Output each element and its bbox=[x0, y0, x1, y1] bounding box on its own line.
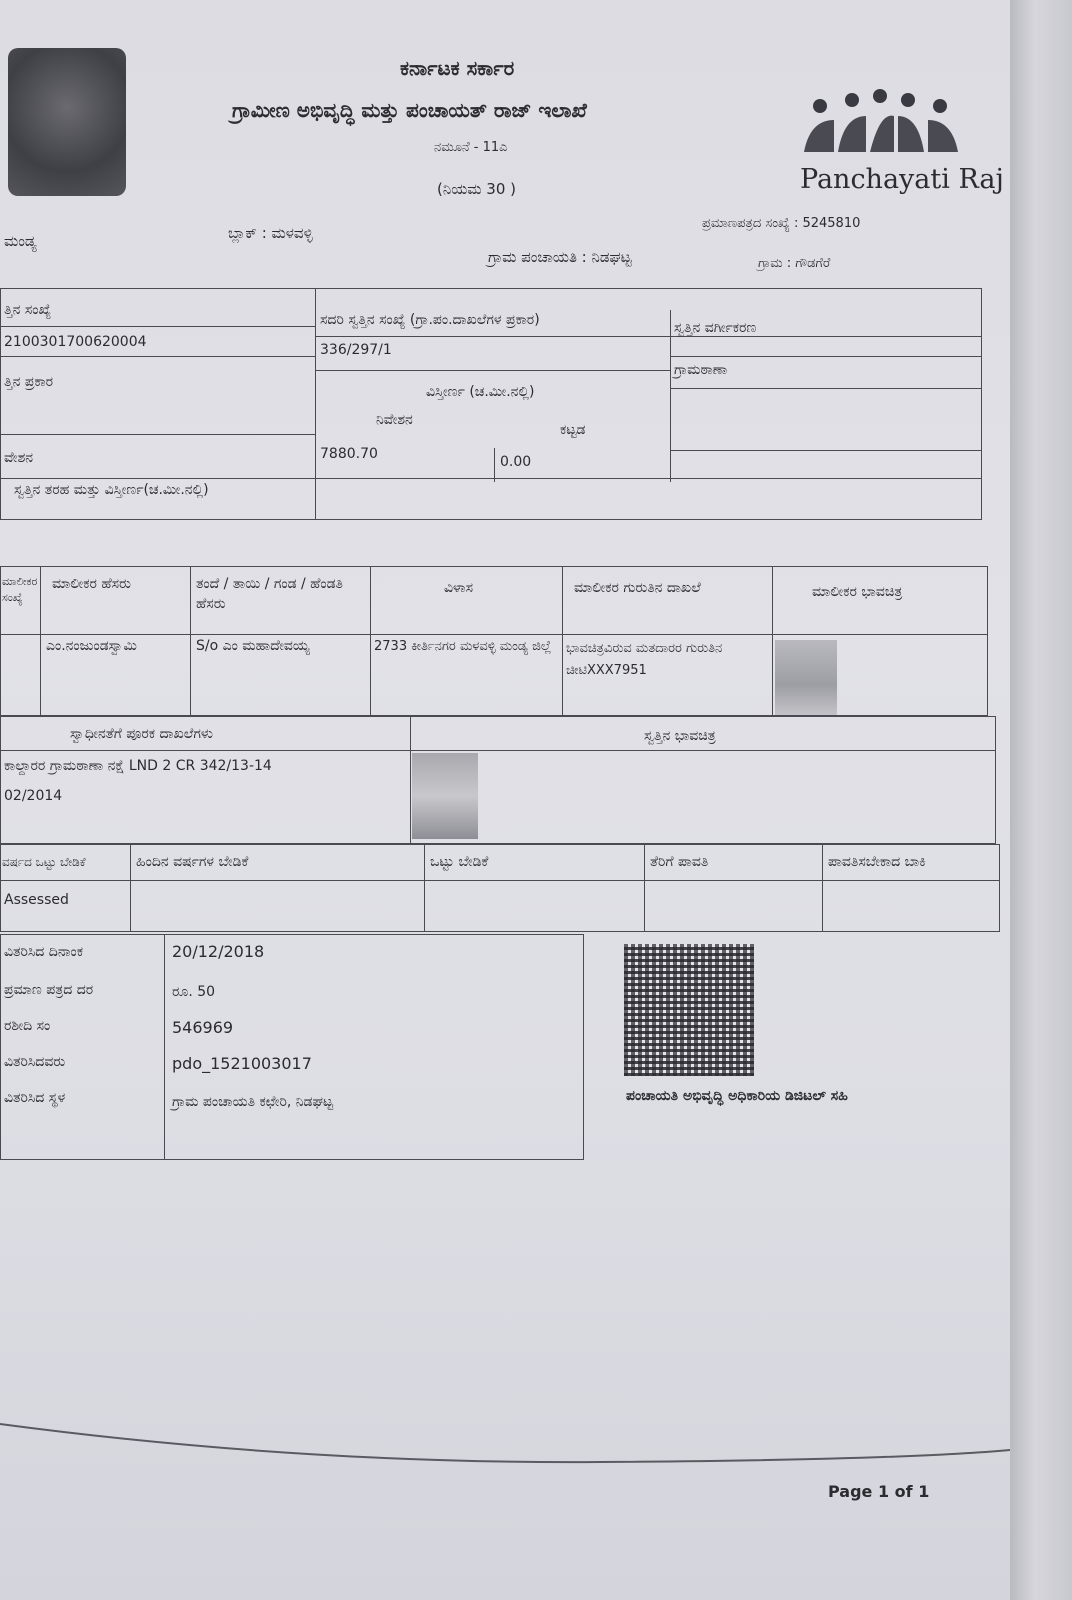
classification-label: ಸ್ವತ್ತಿನ ವರ್ಗೀಕರಣ bbox=[674, 320, 757, 336]
district: ಮಂಡ್ಯ bbox=[4, 232, 37, 250]
issue-fee: ರೂ. 50 bbox=[172, 984, 216, 1000]
issue-place: ಗ್ರಾಮ ಪಂಚಾಯತಿ ಕಛೇರಿ, ನಿಡಘಟ್ಟ bbox=[172, 1094, 334, 1110]
previous-demand-header: ಹಿಂದಿನ ವರ್ಷಗಳ ಬೇಡಿಕೆ bbox=[136, 854, 249, 870]
tax-paid-header: ತೆರಿಗೆ ಪಾವತಿ bbox=[650, 854, 709, 870]
issue-date-label: ವಿತರಿಸಿದ ದಿನಾಂಕ bbox=[4, 944, 84, 960]
owner-address: 2733 ಕೀರ್ತಿನಗರ ಮಳವಳ್ಳಿ ಮಂಡ್ಯ ಜಿಲ್ಲೆ bbox=[374, 639, 552, 654]
receipt-label: ರಶೀದಿ ಸಂ bbox=[4, 1018, 51, 1034]
owner-relation: S/o ಎಂ ಮಹಾದೇವಯ್ಯ bbox=[196, 638, 310, 654]
form-number: ನಮೂನೆ - 11ಎ bbox=[434, 140, 508, 155]
id-doc-header: ಮಾಲೀಕರ ಗುರುತಿನ ದಾಖಲೆ bbox=[574, 580, 701, 596]
dept-title: ಗ್ರಾಮೀಣ ಅಭಿವೃದ್ಧಿ ಮತ್ತು ಪಂಚಾಯತ್ ರಾಜ್ ಇಲಾಖೆ bbox=[232, 98, 587, 122]
document-line-2: 02/2014 bbox=[4, 788, 63, 804]
owner-name: ಎಂ.ನಂಜುಂಡಸ್ವಾಮಿ bbox=[46, 638, 137, 654]
panchayati-raj-logo-text: Panchayati Raj bbox=[800, 164, 1004, 195]
certificate-number: ಪ್ರಮಾಣಪತ್ರದ ಸಂಖ್ಯೆ : 5245810 bbox=[702, 216, 861, 231]
site-row-label: ವೇಶನ bbox=[4, 450, 34, 466]
sadari-value: 336/297/1 bbox=[320, 342, 392, 358]
property-id-label: ತ್ತಿನ ಸಂಖ್ಯೆ bbox=[4, 302, 52, 318]
issue-date: 20/12/2018 bbox=[172, 942, 265, 961]
property-photo-label: ಸ್ವತ್ತಿನ ಭಾವಚಿತ್ರ bbox=[644, 728, 716, 744]
receipt-number: 546969 bbox=[172, 1018, 234, 1037]
qr-code-icon bbox=[624, 944, 754, 1076]
property-type-label: ತ್ತಿನ ಪ್ರಕಾರ bbox=[4, 374, 54, 390]
balance-header: ಪಾವತಿಸಬೇಕಾದ ಬಾಕಿ bbox=[828, 854, 926, 870]
property-photo bbox=[412, 753, 478, 839]
owner-id-doc: ಭಾವಚಿತ್ರವಿರುವ ಮತದಾರರ ಗುರುತಿನ ಚೀಟಿXXX7951 bbox=[566, 641, 723, 678]
classification-value: ಗ್ರಾಮಠಾಣಾ bbox=[674, 362, 728, 378]
owner-photo bbox=[775, 640, 837, 715]
site-label: ನಿವೇಶನ bbox=[376, 412, 413, 428]
gram-panchayat: ಗ್ರಾಮ ಪಂಚಾಯತಿ : ನಿಡಘಟ್ಟ bbox=[488, 248, 632, 266]
page-number: Page 1 of 1 bbox=[828, 1482, 930, 1501]
document-line-1: ಕಾಲ್ದಾರರ ಗ್ರಾಮಠಾಣಾ ನಕ್ಷೆ LND 2 CR 342/13-14 bbox=[4, 758, 272, 774]
address-header: ವಿಳಾಸ bbox=[444, 580, 474, 596]
relation-header: ತಂದೆ / ತಾಯಿ / ಗಂಡ / ಹೆಂಡತಿ ಹೆಸರು bbox=[196, 576, 343, 612]
building-label: ಕಟ್ಟಡ bbox=[560, 422, 586, 438]
property-id-value: 2100301700620004 bbox=[4, 334, 147, 350]
documents-label: ಸ್ವಾಧೀನತೆಗೆ ಪೂರಕ ದಾಖಲೆಗಳು bbox=[70, 726, 213, 742]
panchayati-raj-logo-icon bbox=[790, 86, 970, 156]
owner-name-header: ಮಾಲೀಕರ ಹೆಸರು bbox=[52, 576, 131, 592]
page-bottom-divider bbox=[0, 1420, 1010, 1480]
owner-no-header: ಮಾಲೀಕರ ಸಂಖ್ಯೆ bbox=[2, 575, 38, 604]
building-area-value: 0.00 bbox=[500, 454, 532, 470]
issued-by: pdo_1521003017 bbox=[172, 1054, 312, 1073]
owner-photo-header: ಮಾಲೀಕರ ಭಾವಚಿತ್ರ bbox=[812, 584, 903, 600]
karnataka-emblem-icon bbox=[8, 48, 126, 196]
assessed-value: Assessed bbox=[4, 892, 69, 908]
total-demand-header: ಒಟ್ಟು ಬೇಡಿಕೆ bbox=[430, 854, 489, 870]
site-area-value: 7880.70 bbox=[320, 446, 378, 462]
block: ಬ್ಲಾಕ್ : ಮಳವಳ್ಳಿ bbox=[228, 224, 313, 242]
issue-fee-label: ಪ್ರಮಾಣ ಪತ್ರದ ದರ bbox=[4, 982, 94, 998]
gov-title: ಕರ್ನಾಟಕ ಸರ್ಕಾರ bbox=[400, 56, 515, 80]
floor-area-label: ಸ್ವತ್ತಿನ ತರಹ ಮತ್ತು ವಿಸ್ತೀರ್ಣ(ಚ.ಮೀ.ನಲ್ಲಿ) bbox=[14, 482, 209, 498]
area-label: ವಿಸ್ತೀರ್ಣ (ಚ.ಮೀ.ನಲ್ಲಿ) bbox=[426, 384, 535, 400]
rule-number: (ನಿಯಮ 30 ) bbox=[437, 180, 516, 198]
digital-signature-label: ಪಂಚಾಯತಿ ಅಭಿವೃದ್ಧಿ ಅಧಿಕಾರಿಯ ಡಿಜಿಟಲ್ ಸಹಿ bbox=[626, 1088, 848, 1104]
year-demand-header: ವರ್ಷದ ಒಟ್ಟು ಬೇಡಿಕೆ bbox=[2, 855, 86, 869]
issued-by-label: ವಿತರಿಸಿದವರು bbox=[4, 1054, 66, 1070]
village: ಗ್ರಾಮ : ಗೌಡಗೆರೆ bbox=[758, 256, 831, 271]
issue-place-label: ವಿತರಿಸಿದ ಸ್ಥಳ bbox=[4, 1090, 66, 1106]
page-edge bbox=[1010, 0, 1072, 1600]
sadari-label: ಸದರಿ ಸ್ವತ್ತಿನ ಸಂಖ್ಯೆ (ಗ್ರಾ.ಪಂ.ದಾಖಲೆಗಳ ಪ್ರಕಾರ) bbox=[320, 312, 540, 328]
